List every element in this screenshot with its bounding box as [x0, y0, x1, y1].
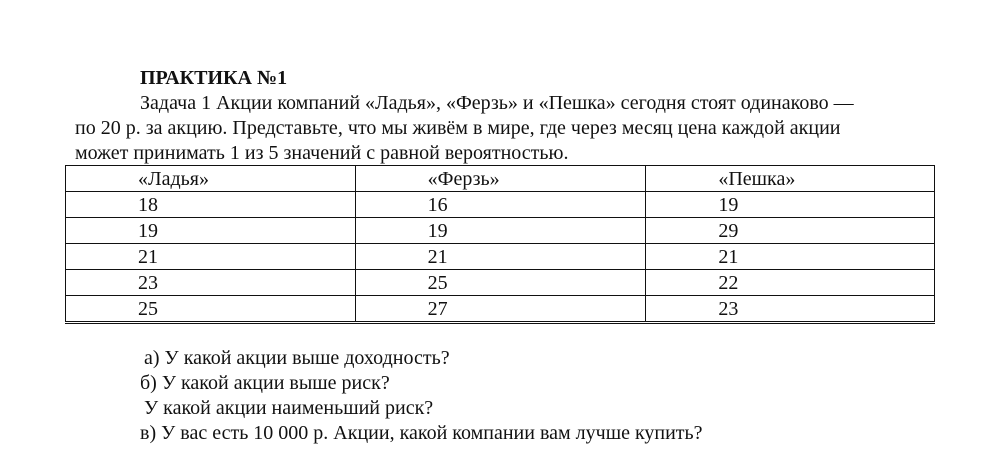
- table-cell: 27: [355, 296, 646, 323]
- table-cell: 18: [66, 192, 356, 218]
- table-cell: 25: [355, 270, 646, 296]
- table-row: [66, 244, 935, 270]
- questions-list: [140, 346, 703, 446]
- table-row: [66, 192, 935, 218]
- task-paragraph-line: по 20 р. за акцию. Представьте, что мы живём в мире, где через месяц цена каждой акции: [75, 117, 841, 139]
- table-row: [66, 218, 935, 244]
- table-row: [66, 296, 935, 323]
- table-cell: 22: [646, 270, 935, 296]
- table-cell: 23: [66, 270, 356, 296]
- table-cell: 23: [646, 296, 935, 323]
- page-title: ПРАКТИКА №1: [140, 67, 288, 89]
- table-cell: 21: [355, 244, 646, 270]
- column-header-peshka: «Пешка»: [646, 166, 935, 192]
- table-cell: 19: [355, 218, 646, 244]
- question-item: б) У какой акции выше риск?: [140, 372, 390, 394]
- table-cell: 19: [66, 218, 356, 244]
- question-item: а) У какой акции выше доходность?: [144, 347, 450, 369]
- table-header-row: [66, 166, 935, 192]
- column-header-ferz: «Ферзь»: [355, 166, 646, 192]
- stock-prices-table: [65, 165, 935, 324]
- table-cell: 16: [355, 192, 646, 218]
- question-item: в) У вас есть 10 000 р. Акции, какой компании вам лучше купить?: [140, 422, 703, 444]
- table-cell: 25: [66, 296, 356, 323]
- table-cell: 21: [66, 244, 356, 270]
- table-cell: 19: [646, 192, 935, 218]
- task-paragraph-line: Задача 1 Акции компаний «Ладья», «Ферзь» и «Пешка» сегодня стоят одинаково —: [140, 92, 854, 114]
- question-item: У какой акции наименьший риск?: [144, 397, 434, 419]
- task-paragraph: [75, 91, 935, 166]
- column-header-ladya: «Ладья»: [66, 166, 356, 192]
- table-cell: 21: [646, 244, 935, 270]
- table-cell: 29: [646, 218, 935, 244]
- task-paragraph-line: может принимать 1 из 5 значений с равной вероятностью.: [75, 142, 569, 164]
- table-row: [66, 270, 935, 296]
